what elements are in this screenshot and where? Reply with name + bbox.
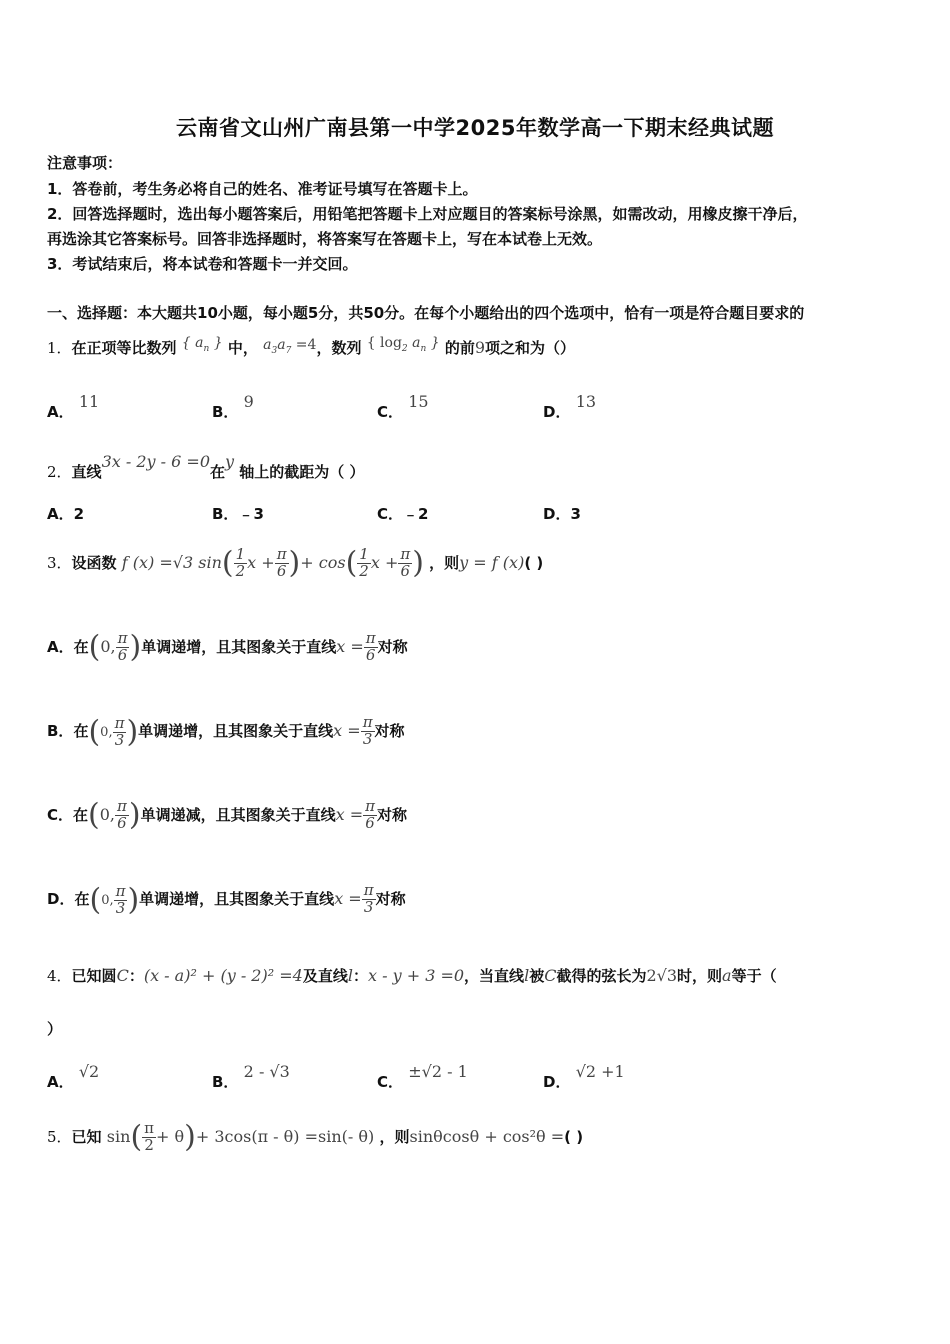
- q1-option-c[interactable]: C． 15: [377, 392, 429, 421]
- q4-option-d[interactable]: D． √2 +1: [543, 1062, 625, 1091]
- question-number: 5．: [47, 1128, 72, 1146]
- q3-option-c[interactable]: C．在(0, $\frac{\pi}{6}$ )单调递减，且其图象关于直线x = $\frac{\pi}{6}$ 对称: [47, 797, 407, 833]
- q1-option-b[interactable]: B． 9: [212, 392, 254, 421]
- notice-item-2: 2．回答选择题时，选出每小题答案后，用铅笔把答题卡上对应题目的答案标号涂黑，如需改动，用橡皮擦干净后，: [47, 205, 808, 223]
- math-sequence: { $a_n$ }: [181, 335, 223, 354]
- question-1: 1．在正项等比数列 { $a_n$ } 中， $a_3a_7 =4$，数列 { $\log_2 a_n$ } 的前9项之和为（）: [47, 335, 576, 357]
- q3-option-b[interactable]: B．在(0, $\frac{\pi}{3}$ )单调递增，且其图象关于直线x = $\frac{\pi}{3}$ 对称: [47, 713, 405, 750]
- notice-heading: 注意事项：: [47, 154, 123, 172]
- math-function: f (x) =√3 sin( $\frac{1}{2}$ x + $\frac{\pi}{6}$ )+ cos( $\frac{1}{2}$ x + $\frac{\pi}{6}$ ): [121, 545, 424, 581]
- question-5: 5．已知 sin( $\frac{\pi}{2}$ + θ)+ 3cos(π - θ) =sin(- θ) ，则sinθcosθ + cos²θ =( ): [47, 1119, 584, 1155]
- q2-option-d[interactable]: D．3: [543, 505, 581, 523]
- math-log-sequence: { $\log_2 a_n$ }: [366, 335, 440, 354]
- q4-option-c[interactable]: C． ±√2 - 1: [377, 1062, 468, 1091]
- question-3: 3．设函数 f (x) =√3 sin( $\frac{1}{2}$ x + $\frac{\pi}{6}$ )+ cos( $\frac{1}{2}$ x + $\frac{\pi}{6}$ ) ，则y = f (x)( ): [47, 545, 544, 581]
- page-title: 云南省文山州广南县第一中学2025年数学高一下期末经典试题: [176, 116, 774, 140]
- q1-option-a[interactable]: A． 11: [47, 392, 100, 421]
- q2-option-c[interactable]: C．﹣2: [377, 505, 429, 523]
- math-line-equation: x - y + 3 =0: [367, 966, 465, 985]
- q3-option-d[interactable]: D．在(0, $\frac{\pi}{3}$ )单调递增，且其图象关于直线x = $\frac{\pi}{3}$ 对称: [47, 881, 406, 918]
- q1-option-d[interactable]: D． 13: [543, 392, 597, 421]
- question-number: 4．: [47, 967, 72, 985]
- question-4-cont: ）: [47, 1020, 63, 1038]
- question-2: 2．直线3x - 2y - 6 =0在y 轴上的截距为（ ）: [47, 452, 365, 481]
- q3-option-a[interactable]: A．在(0, $\frac{\pi}{6}$ )单调递增，且其图象关于直线x = $\frac{\pi}{6}$ 对称: [47, 629, 408, 665]
- notice-item-1: 1．答卷前，考生务必将自己的姓名、准考证号填写在答题卡上。: [47, 180, 478, 198]
- math-condition: $a_3a_7 =4$: [263, 337, 317, 356]
- q2-option-a[interactable]: A．2: [47, 505, 85, 523]
- section-heading: 一、选择题：本大题共10小题，每小题5分，共50分。在每个小题给出的四个选项中，恰有一项是符合题目要求的: [47, 304, 805, 322]
- question-number: 3．: [47, 554, 72, 572]
- question-4: 4．已知圆C：(x - a)² + (y - 2)² =4及直线l：x - y + 3 =0，当直线l被C截得的弦长为2√3时，则a等于（: [47, 966, 777, 985]
- q4-option-a[interactable]: A． √2: [47, 1062, 100, 1091]
- question-number: 2．: [47, 463, 72, 481]
- math-target-expression: sinθcosθ + cos²θ =: [409, 1127, 565, 1146]
- math-trig-equation: sin( $\frac{\pi}{2}$ + θ)+ 3cos(π - θ) =sin(- θ): [106, 1119, 375, 1155]
- notice-item-3: 3．考试结束后，将本试卷和答题卡一并交回。: [47, 255, 358, 273]
- math-line-equation: 3x - 2y - 6 =0: [101, 452, 210, 471]
- question-number: 1．: [47, 339, 72, 357]
- q4-option-b[interactable]: B． 2 - √3: [212, 1062, 290, 1091]
- q2-option-b[interactable]: B．﹣3: [212, 505, 264, 523]
- notice-item-2-cont: 再选涂其它答案标号。回答非选择题时，将答案写在答题卡上，写在本试卷上无效。: [47, 230, 603, 248]
- math-circle-equation: (x - a)² + (y - 2)² =4: [143, 966, 303, 985]
